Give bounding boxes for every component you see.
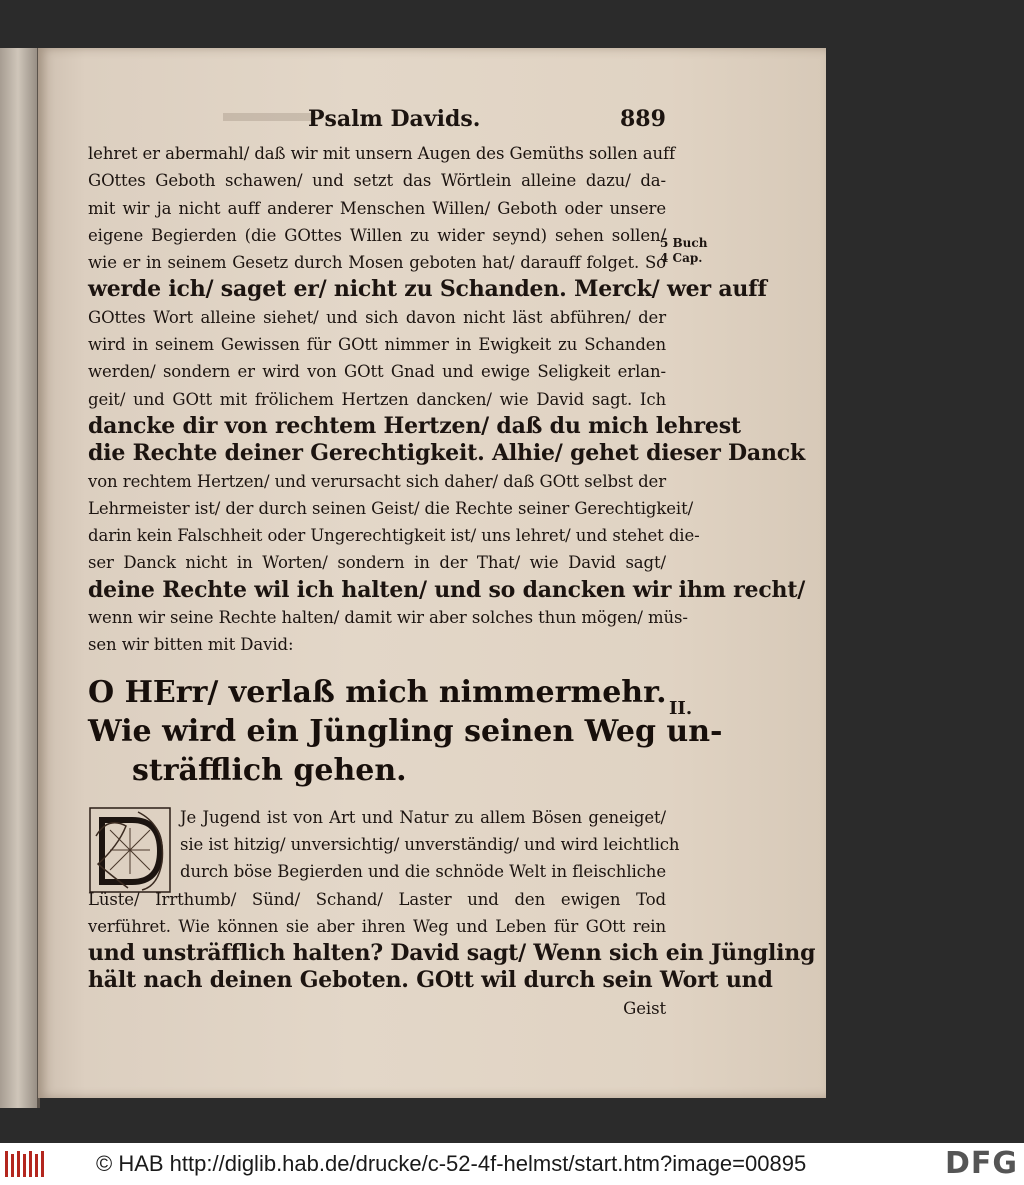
text-line: mit wir ja nicht auff anderer Menschen Willen/ Geboth oder unsere [88, 198, 666, 218]
footer-bar [0, 1143, 1024, 1185]
text-line: ser Danck nicht in Worten/ sondern in der That/ wie David sagt/ [88, 553, 666, 573]
catchword: Geist [623, 998, 666, 1018]
text-line: durch böse Begierden und die schnöde Welt in fleischliche [180, 862, 666, 882]
text-line: Lüste/ Irrthumb/ Sünd/ Schand/ Laster und den ewigen Tod [88, 889, 666, 909]
text-line: sen wir bitten mit David: [88, 635, 294, 655]
verse-heading-line: O HErr/ verlaß mich nimmermehr. [88, 674, 667, 710]
text-line: Je Jugend ist von Art und Natur zu allem Bösen geneiget/ [180, 807, 666, 827]
text-line: werden/ sondern er wird von GOtt Gnad und ewige Seligkeit erlan- [88, 362, 666, 382]
text-line-emphasis: deine Rechte wil ich halten/ und so dancken wir ihm recht/ [88, 576, 806, 603]
text-line: eigene Begierden (die GOttes Willen zu wider seynd) sehen sollen/ [88, 225, 666, 245]
book-page [38, 48, 826, 1098]
verse-heading-line: Wie wird ein Jüngling seinen Weg un- [88, 713, 723, 749]
text-line: sie ist hitzig/ unversichtig/ unverständig/ und wird leichtlich [180, 834, 680, 854]
footer-credit-link[interactable]: © HAB http://diglib.hab.de/drucke/c-52-4f-helmst/start.htm?image=00895 [96, 1151, 807, 1176]
text-line: verführet. Wie können sie aber ihren Weg und Leben für GOtt rein [88, 916, 666, 936]
book-spine-edge [0, 48, 40, 1108]
dfg-logo: DFG [944, 1146, 1018, 1181]
running-header: Psalm Davids. [308, 106, 481, 132]
margin-note-chapter: 4 Cap. [660, 251, 703, 265]
page-number: 889 [620, 106, 666, 132]
text-line: geit/ und GOtt mit frölichem Hertzen dancken/ wie David sagt. Ich [88, 389, 666, 409]
text-line-emphasis: hält nach deinen Geboten. GOtt wil durch sein Wort und [88, 967, 773, 994]
decorated-initial-icon [88, 806, 172, 894]
text-line-emphasis: die Rechte deiner Gerechtigkeit. Alhie/ gehet dieser Danck [88, 440, 806, 467]
text-line: wenn wir seine Rechte halten/ damit wir aber solches thun mögen/ müs- [88, 608, 688, 628]
text-line: GOttes Geboth schawen/ und setzt das Wörtlein alleine dazu/ da- [88, 171, 666, 191]
margin-note-section-number: II. [669, 698, 693, 719]
show-through-text [223, 106, 313, 130]
margin-note-book: 5 Buch [660, 236, 708, 250]
text-line: von rechtem Hertzen/ und verursacht sich daher/ daß GOtt selbst der [88, 471, 666, 491]
paragraph-2 [88, 804, 816, 1022]
library-bars-logo-icon[interactable] [4, 1150, 48, 1178]
margin-note-reference [660, 236, 707, 266]
text-line-emphasis: werde ich/ saget er/ nicht zu Schanden. Merck/ wer auff [88, 276, 767, 303]
text-line-emphasis: und unsträfflich halten? David sagt/ Wenn sich ein Jüngling [88, 940, 816, 967]
text-line: GOttes Wort alleine siehet/ und sich davon nicht läst abführen/ der [88, 307, 666, 327]
text-line: lehret er abermahl/ daß wir mit unsern Augen des Gemüths sollen auff [88, 144, 676, 163]
text-line-emphasis: dancke dir von rechtem Hertzen/ daß du mich lehrest [88, 412, 741, 439]
show-through-mark [223, 107, 313, 125]
verse-heading-line: sträfflich gehen. [132, 752, 407, 788]
text-line: wie er in seinem Gesetz durch Mosen geboten hat/ darauff folget. So [88, 253, 666, 273]
text-line: wird in seinem Gewissen für GOtt nimmer in Ewigkeit zu Schanden [88, 335, 666, 355]
text-line: darin kein Falschheit oder Ungerechtigkeit ist/ uns lehret/ und stehet die- [88, 526, 700, 546]
text-line: Lehrmeister ist/ der durch seinen Geist/ die Rechte seiner Gerechtigkeit/ [88, 498, 694, 518]
